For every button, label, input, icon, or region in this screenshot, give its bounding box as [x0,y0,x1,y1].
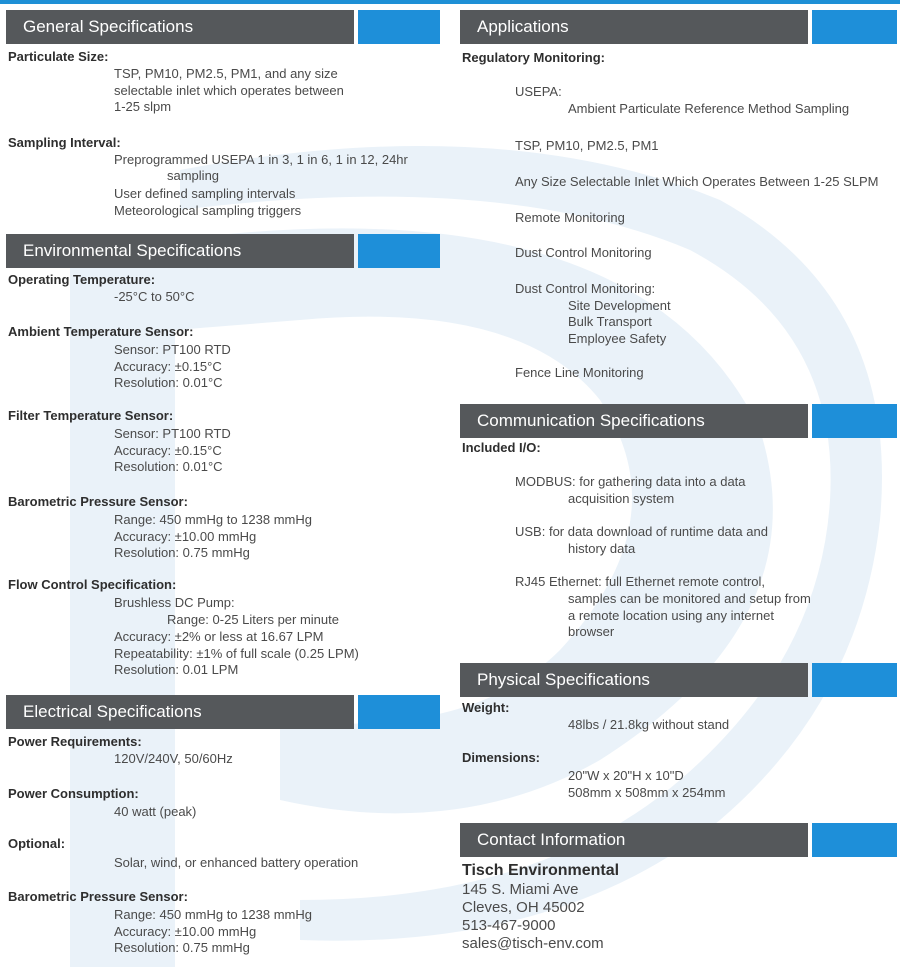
weight-value: 48lbs / 21.8kg without stand [568,717,730,732]
flow-line-2: Range: 0-25 Liters per minute [167,612,339,627]
filter-line-3: Resolution: 0.01°C [114,459,223,474]
particulate-line-2: selectable inlet which operates between [114,83,344,98]
barometric-pressure-label: Barometric Pressure Sensor: [8,494,188,509]
section-title: Physical Specifications [460,663,808,697]
contact-phone[interactable]: 513-467-9000 [462,917,556,934]
dimensions-label: Dimensions: [462,750,541,765]
dust-sub-2: Bulk Transport [568,314,652,329]
sampling-interval-label: Sampling Interval: [8,135,121,150]
usb-line-2: history data [568,541,636,556]
dust-control-item: Dust Control Monitoring [515,245,652,260]
any-size-item: Any Size Selectable Inlet Which Operates Between 1-25 SLPM [515,174,879,189]
section-title: Communication Specifications [460,404,808,438]
header-accent-block [358,695,440,729]
interval-line-4: Meteorological sampling triggers [114,203,302,218]
electrical-specifications-header [6,695,440,729]
filter-line-1: Sensor: PT100 RTD [114,426,231,441]
header-accent-block [812,663,897,697]
operating-temperature-label: Operating Temperature: [8,272,156,287]
particulate-line-1: TSP, PM10, PM2.5, PM1, and any size [114,66,338,81]
baro-line-3: Resolution: 0.75 mmHg [114,545,250,560]
usb-line-1: USB: for data download of runtime data and [515,524,768,539]
company-name: Tisch Environmental [462,862,620,879]
rj45-line-1: RJ45 Ethernet: full Ethernet remote control, [515,574,766,589]
rj45-line-2: samples can be monitored and setup from [568,591,811,606]
section-title: Electrical Specifications [6,695,354,729]
contact-email[interactable]: sales@tisch-env.com [462,935,604,952]
power-requirements-value: 120V/240V, 50/60Hz [114,751,233,766]
usepa-sub: Ambient Particulate Reference Method Sampling [568,101,850,116]
optional-label: Optional: [8,836,66,851]
modbus-line-1: MODBUS: for gathering data into a data [515,474,746,489]
usepa-label: USEPA: [515,84,562,99]
section-title: Environmental Specifications [6,234,354,268]
environmental-specifications-header [6,234,440,268]
contact-address: 145 S. Miami Ave [462,881,579,898]
interval-line-2: sampling [167,168,220,183]
filter-temperature-label: Filter Temperature Sensor: [8,408,174,423]
contact-city: Cleves, OH 45002 [462,899,585,916]
dimensions-line-1: 20"W x 20"H x 10"D [568,768,684,783]
baro2-line-2: Accuracy: ±10.00 mmHg [114,924,257,939]
general-specifications-header [6,10,440,44]
contact-information-header [460,823,897,857]
header-accent-block [358,10,440,44]
ambient-line-3: Resolution: 0.01°C [114,375,223,390]
remote-monitoring-item: Remote Monitoring [515,210,625,225]
section-title: Contact Information [460,823,808,857]
optional-value: Solar, wind, or enhanced battery operation [114,855,359,870]
filter-line-2: Accuracy: ±0.15°C [114,443,222,458]
barometric-pressure-label-2: Barometric Pressure Sensor: [8,889,188,904]
flow-line-3: Accuracy: ±2% or less at 16.67 LPM [114,629,324,644]
ambient-line-2: Accuracy: ±0.15°C [114,359,222,374]
baro2-line-1: Range: 450 mmHg to 1238 mmHg [114,907,312,922]
power-consumption-value: 40 watt (peak) [114,804,197,819]
rj45-line-4: browser [568,624,615,639]
dust-control-label-2: Dust Control Monitoring: [515,281,656,296]
flow-line-4: Repeatability: ±1% of full scale (0.25 LPM) [114,646,359,661]
particulate-size-label: Particulate Size: [8,49,109,64]
applications-header [460,10,897,44]
fence-line-item: Fence Line Monitoring [515,365,644,380]
baro2-line-3: Resolution: 0.75 mmHg [114,940,250,955]
interval-line-3: User defined sampling intervals [114,186,296,201]
baro-line-2: Accuracy: ±10.00 mmHg [114,529,257,544]
particulate-line-3: 1-25 slpm [114,99,172,114]
operating-temperature-value: -25°C to 50°C [114,289,195,304]
dust-sub-3: Employee Safety [568,331,667,346]
flow-line-5: Resolution: 0.01 LPM [114,662,239,677]
dust-sub-1: Site Development [568,298,671,313]
header-accent-block [812,404,897,438]
communication-specifications-header [460,404,897,438]
flow-line-1: Brushless DC Pump: [114,595,235,610]
tsp-item: TSP, PM10, PM2.5, PM1 [515,138,659,153]
regulatory-monitoring-label: Regulatory Monitoring: [462,50,605,65]
section-title: General Specifications [6,10,354,44]
power-requirements-label: Power Requirements: [8,734,142,749]
physical-specifications-header [460,663,897,697]
included-io-label: Included I/O: [462,440,541,455]
rj45-line-3: a remote location using any internet [568,608,774,623]
modbus-line-2: acquisition system [568,491,675,506]
header-accent-block [812,10,897,44]
flow-control-label: Flow Control Specification: [8,577,177,592]
power-consumption-label: Power Consumption: [8,786,139,801]
weight-label: Weight: [462,700,510,715]
ambient-line-1: Sensor: PT100 RTD [114,342,231,357]
ambient-temperature-label: Ambient Temperature Sensor: [8,324,194,339]
dimensions-line-2: 508mm x 508mm x 254mm [568,785,726,800]
section-title: Applications [460,10,808,44]
header-accent-block [812,823,897,857]
header-accent-block [358,234,440,268]
interval-line-1: Preprogrammed USEPA 1 in 3, 1 in 6, 1 in 12, 24hr [114,152,408,167]
baro-line-1: Range: 450 mmHg to 1238 mmHg [114,512,312,527]
